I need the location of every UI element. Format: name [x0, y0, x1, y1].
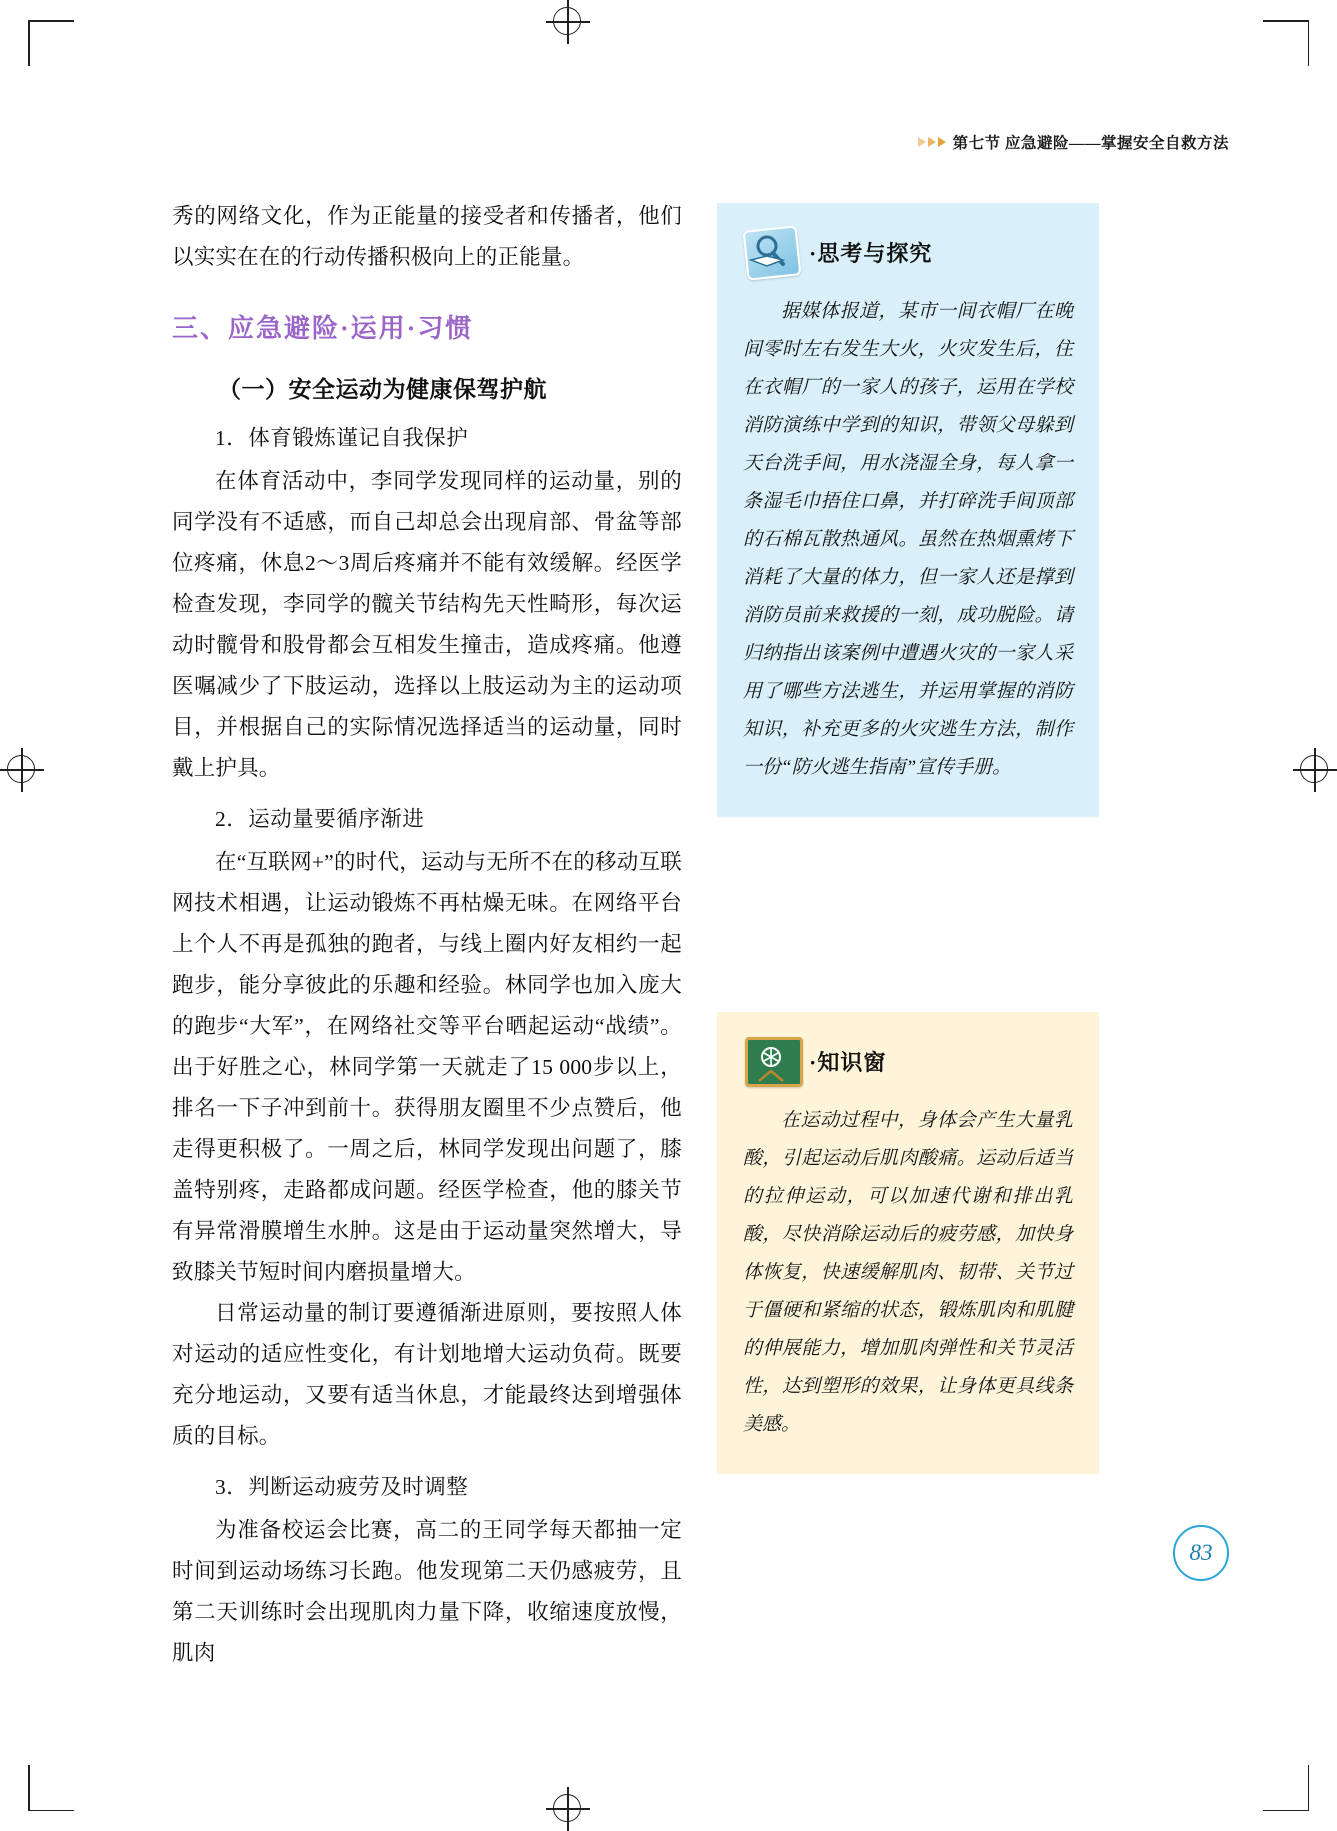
- item3-paragraph: 为准备校运会比赛，高二的王同学每天都抽一定时间到运动场练习长跑。他发现第二天仍感疲劳，且第二天训练时会出现肌肉力量下降，收缩速度放慢，肌肉: [172, 1518, 682, 1665]
- think-box-header: [743, 221, 1073, 283]
- crop-mark-top-left: [28, 20, 74, 66]
- item1-heading: 1．体育锻炼谨记自我保护: [215, 426, 469, 450]
- think-box-title: ·思考与探究: [809, 240, 933, 266]
- crop-mark-bottom-left: [28, 1765, 74, 1811]
- think-and-explore-box: [717, 203, 1099, 817]
- crop-mark-top-right: [1263, 20, 1309, 66]
- know-box-text: 在运动过程中，身体会产生大量乳酸，引起运动后肌肉酸痛。运动后适当的拉伸运动，可以加速代谢和排出乳酸，尽快消除运动后的疲劳感，加快身体恢复，快速缓解肌肉、韧带、关节过于僵硬和紧缩的状态，锻炼肌肉和肌腱的伸展能力，增加肌肉弹性和关节灵活性，达到塑形的效果，让身体更具线条美感。: [743, 1110, 1073, 1435]
- item1-paragraph: 在体育活动中，李同学发现同样的运动量，别的同学没有不适感，而自己却总会出现肩部、骨盆等部位疼痛，休息2～3周后疼痛并不能有效缓解。经医学检查发现，李同学的髋关节结构先天性畸形，每次运动时髋骨和股骨都会互相发生撞击，造成疼痛。他遵医嘱减少了下肢运动，选择以上肢运动为主的运动项目，并根据自己的实际情况选择适当的运动量，同时戴上护具。: [172, 469, 682, 780]
- magnifier-book-icon: [743, 226, 799, 278]
- item2-paragraph: 在“互联网+”的时代，运动与无所不在的移动互联网技术相遇，让运动锻炼不再枯燥无味。在网络平台上个人不再是孤独的跑者，与线上圈内好友相约一起跑步，能分享彼此的乐趣和经验。林同学也加入庞大的跑步“大军”，在网络社交等平台晒起运动“战绩”。出于好胜之心，林同学第一天就走了15 000步以上，排名一下子冲到前十。获得朋友圈里不少点赞后，他走得更积极了。一周之后，林同学发现出问题了，膝盖特别疼，走路都成问题。经医学检查，他的膝关节有异常滑膜增生水肿。这是由于运动量突然增大，导致膝关节短时间内磨损量增大。: [172, 850, 682, 1284]
- paragraph-continuation: 秀的网络文化，作为正能量的接受者和传播者，他们以实实在在的行动传播积极向上的正能量。: [172, 204, 682, 269]
- crop-mark-bottom-right: [1263, 1765, 1309, 1811]
- registration-mark-top: [546, 0, 590, 44]
- running-head: [918, 131, 1229, 153]
- section-heading: 三、应急避险·运用·习惯: [172, 314, 474, 343]
- registration-mark-bottom: [546, 1787, 590, 1831]
- know-box-header: [743, 1030, 1073, 1092]
- registration-mark-left: [0, 748, 44, 792]
- knowledge-window-box: [717, 1012, 1099, 1474]
- triangle-arrows-icon: [918, 137, 946, 147]
- running-head-text: 第七节 应急避险——掌握安全自救方法: [952, 135, 1229, 152]
- item2-paragraph-2: 日常运动量的制订要遵循渐进原则，要按照人体对运动的适应性变化，有计划地增大运动负荷。既要充分地运动，又要有适当休息，才能最终达到增强体质的目标。: [172, 1301, 682, 1448]
- know-box-title: ·知识窗: [809, 1049, 887, 1075]
- blackboard-icon: [743, 1035, 799, 1087]
- item2-heading: 2．运动量要循序渐进: [215, 807, 425, 831]
- think-box-text: 据媒体报道，某市一间衣帽厂在晚间零时左右发生大火，火灾发生后，住在衣帽厂的一家人的孩子，运用在学校消防演练中学到的知识，带领父母躲到天台洗手间，用水浇湿全身，每人拿一条湿毛巾捂住口鼻，并打碎洗手间顶部的石棉瓦散热通风。虽然在热烟熏烤下消耗了大量的体力，但一家人还是撑到消防员前来救援的一刻，成功脱险。请归纳指出该案例中遭遇火灾的一家人采用了哪些方法逃生，并运用掌握的消防知识，补充更多的火灾逃生方法，制作一份“防火逃生指南”宣传手册。: [743, 301, 1073, 778]
- item3-heading: 3．判断运动疲劳及时调整: [215, 1475, 469, 1499]
- main-text-column: [172, 196, 682, 1674]
- registration-mark-right: [1293, 748, 1337, 792]
- subsection-heading: （一）安全运动为健康保驾护航: [218, 377, 547, 402]
- page-number: 83: [1173, 1525, 1229, 1581]
